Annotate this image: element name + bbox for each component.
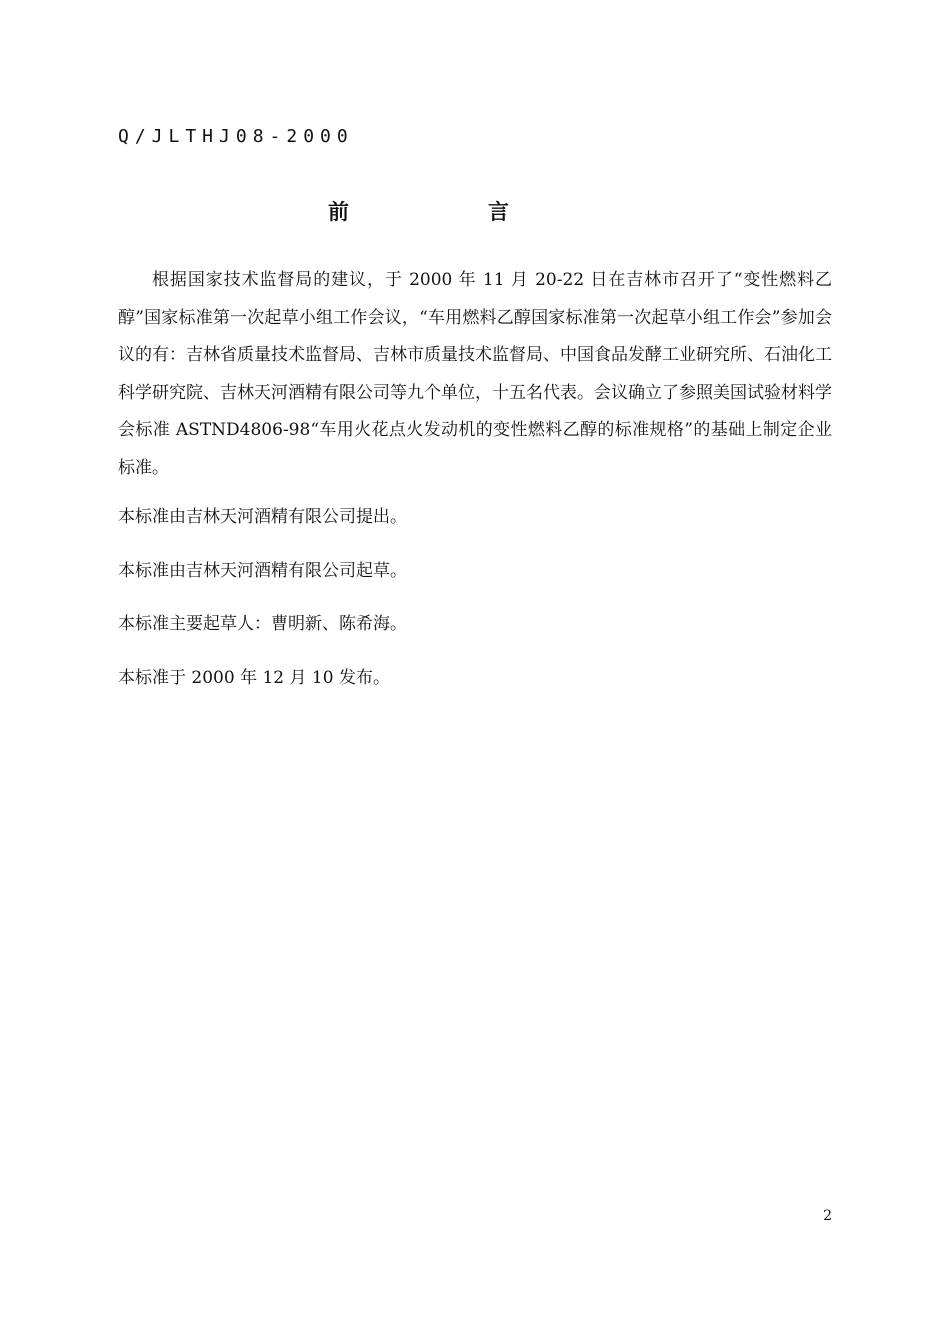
page-title: [0, 196, 950, 228]
foreword-paragraph: 根据国家技术监督局的建议，于 2000 年 11 月 20-22 日在吉林市召开了“变性燃料乙醇”国家标准第一次起草小组工作会议，“车用燃料乙醇国家标准第一次起草小组工作会”参加会议的有：吉林省质量技术监督局、吉林市质量技术监督局、中国食品发酵工业研究所、石油化工科学研究院、吉林天河酒精有限公司等九个单位，十五名代表。会议确立了参照美国试验材料学会标准 ASTND4806-98“车用火花点火发动机的变性燃料乙醇的标准规格”的基础上制定企业标准。: [118, 270, 832, 478]
page-number: 2: [823, 1208, 832, 1224]
document-body: [118, 262, 832, 697]
title-char-1: 前: [328, 200, 349, 224]
statement-proposer: 本标准由吉林天河酒精有限公司提出。: [118, 507, 407, 527]
statement-drafter: 本标准由吉林天河酒精有限公司起草。: [118, 560, 407, 581]
statement-main-drafters: 本标准主要起草人：曹明新、陈希海。: [118, 614, 407, 634]
statement-release-date: 本标准于 2000 年 12 月 10 发布。: [118, 667, 390, 688]
title-char-2: 言: [488, 200, 509, 224]
document-code: Q/JLTHJ08-2000: [118, 126, 354, 147]
